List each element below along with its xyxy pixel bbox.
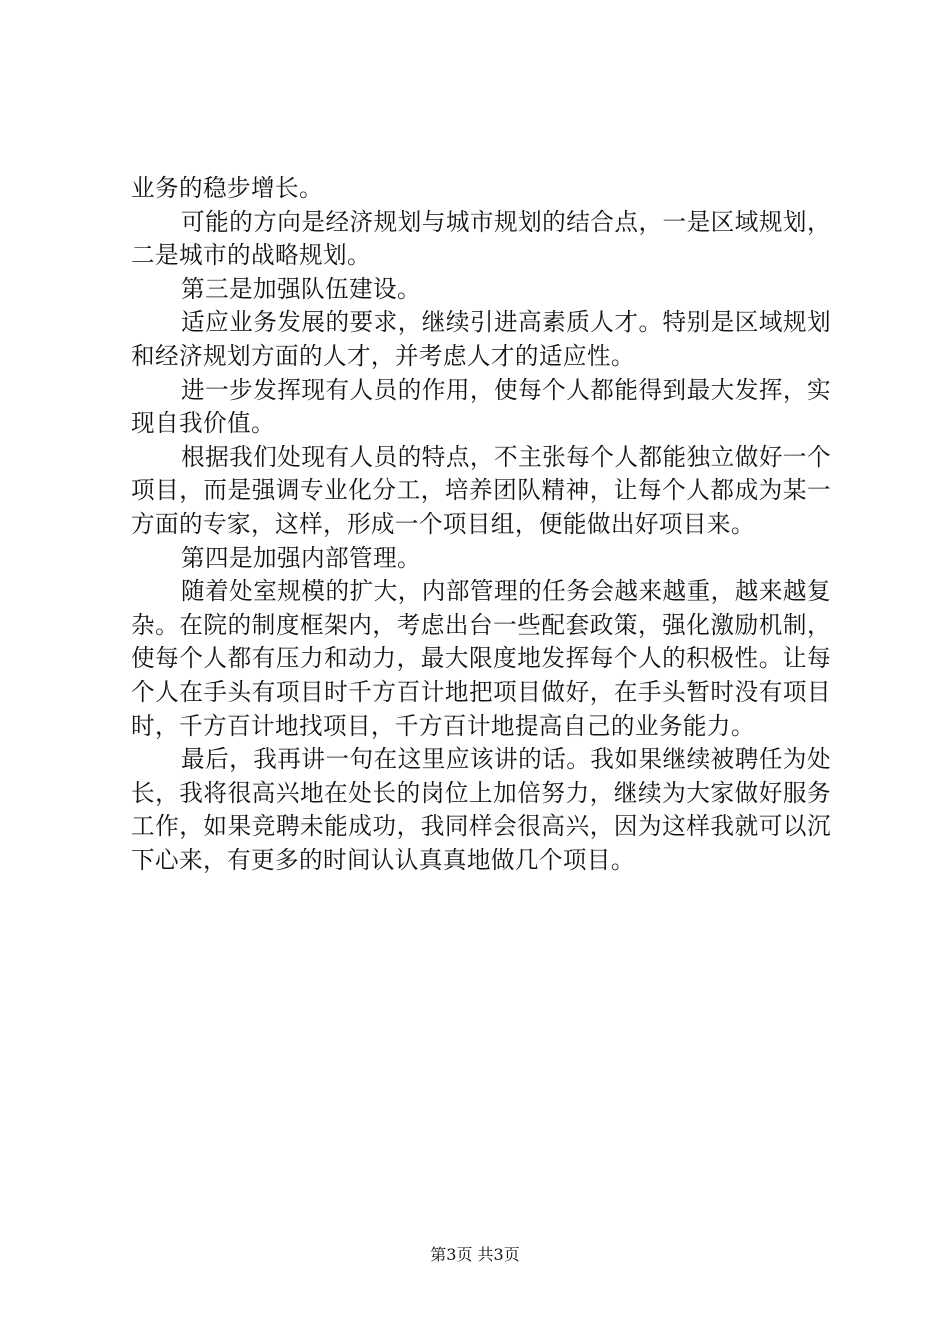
- paragraph-8: 随着处室规模的扩大，内部管理的任务会越来越重，越来越复杂。在院的制度框架内，考虑出台一些配套政策，强化激励机制，使每个人都有压力和动力，最大限度地发挥每个人的积极性。让每个人在手头有项目时千方百计地把项目做好，在手头暂时没有项目时，千方百计地找项目，千方百计地提高自己的业务能力。: [131, 577, 831, 740]
- paragraph-1: 业务的稳步增长。: [131, 174, 323, 202]
- paragraph-9: 最后，我再讲一句在这里应该讲的话。我如果继续被聘任为处长，我将很高兴地在处长的岗位上加倍努力，继续为大家做好服务工作，如果竞聘未能成功，我同样会很高兴，因为这样我就可以沉下心来，有更多的时间认认真真地做几个项目。: [131, 745, 831, 874]
- page-footer: 第3页 共3页: [430, 1245, 520, 1264]
- paragraph-6: 根据我们处现有人员的特点，不主张每个人都能独立做好一个项目，而是强调专业化分工，培养团队精神，让每个人都成为某一方面的专家，这样，形成一个项目组，便能做出好项目来。: [131, 442, 831, 538]
- document-body: [131, 172, 831, 877]
- paragraph-3: 第三是加强队伍建设。: [181, 274, 421, 303]
- paragraph-4: 适应业务发展的要求，继续引进高素质人才。特别是区域规划和经济规划方面的人才，并考虑人才的适应性。: [131, 308, 831, 370]
- paragraph-7: 第四是加强内部管理。: [181, 543, 421, 572]
- paragraph-2: 可能的方向是经济规划与城市规划的结合点，一是区域规划，二是城市的战略规划。: [131, 207, 831, 270]
- paragraph-5: 进一步发挥现有人员的作用，使每个人都能得到最大发挥，实现自我价值。: [131, 375, 831, 438]
